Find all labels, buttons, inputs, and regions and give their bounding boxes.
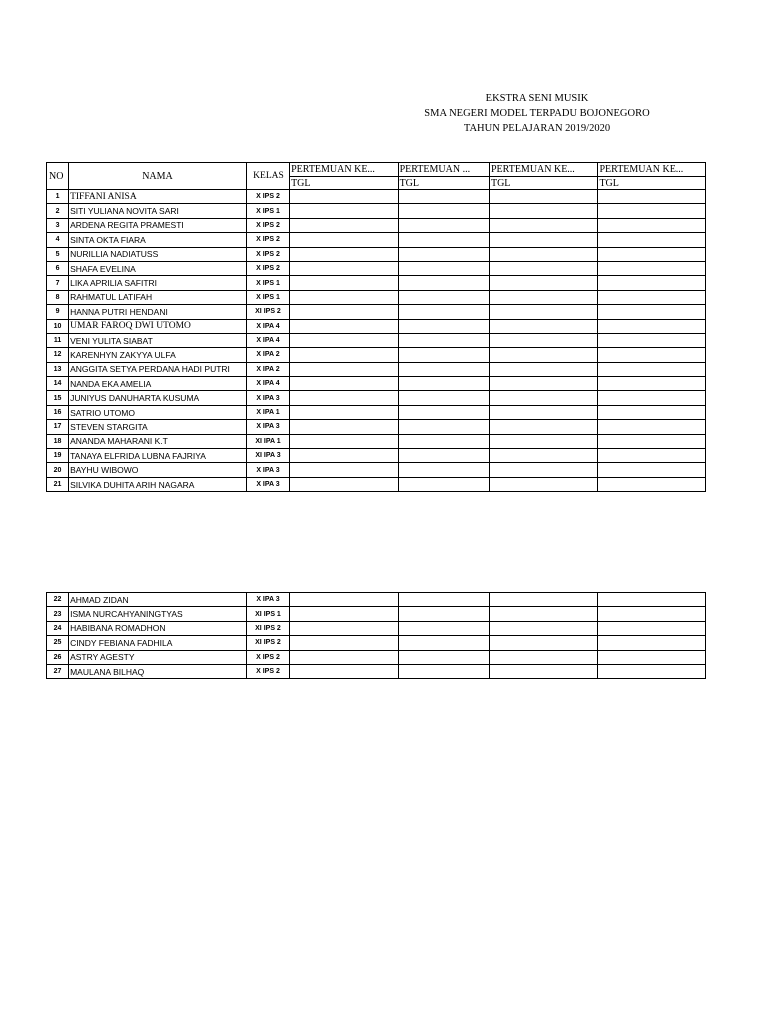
attendance-cell-2: [398, 449, 489, 463]
attendance-cell-2: [398, 233, 489, 247]
attendance-cell-1: [290, 190, 398, 204]
table-row: [47, 593, 706, 607]
attendance-cell-2: [398, 664, 489, 678]
table-row: [47, 449, 706, 463]
attendance-cell-4: [598, 276, 706, 290]
attendance-cell-2: [398, 405, 489, 419]
attendance-cell-1: [290, 664, 398, 678]
attendance-table-continued: [46, 592, 706, 679]
attendance-table-main: [46, 162, 706, 492]
attendance-cell-1: [290, 449, 398, 463]
row-number: 2: [47, 204, 69, 218]
student-class: X IPA 2: [246, 362, 289, 376]
attendance-cell-1: [290, 247, 398, 261]
school-name: SMA NEGERI MODEL TERPADU BOJONEGORO: [424, 108, 650, 119]
attendance-cell-2: [398, 204, 489, 218]
attendance-cell-2: [398, 391, 489, 405]
row-number: 1: [47, 190, 69, 204]
row-number: 20: [47, 463, 69, 477]
attendance-cell-4: [598, 607, 706, 621]
attendance-cell-4: [598, 362, 706, 376]
attendance-cell-3: [489, 261, 597, 275]
student-class: X IPS 1: [246, 290, 289, 304]
student-name: ANANDA MAHARANI K.T: [69, 434, 247, 448]
attendance-cell-4: [598, 333, 706, 347]
header-tgl-1: TGL: [290, 177, 398, 190]
attendance-cell-3: [489, 204, 597, 218]
table-row: [47, 333, 706, 347]
attendance-cell-2: [398, 319, 489, 333]
student-class: X IPS 2: [246, 247, 289, 261]
row-number: 11: [47, 333, 69, 347]
student-name: ISMA NURCAHYANINGTYAS: [69, 607, 247, 621]
table-row: [47, 405, 706, 419]
attendance-cell-4: [598, 650, 706, 664]
attendance-cell-3: [489, 377, 597, 391]
student-name: HANNA PUTRI HENDANI: [69, 305, 247, 319]
attendance-cell-1: [290, 319, 398, 333]
attendance-cell-1: [290, 607, 398, 621]
attendance-cell-3: [489, 621, 597, 635]
attendance-cell-4: [598, 218, 706, 232]
student-class: X IPS 2: [246, 233, 289, 247]
row-number: 4: [47, 233, 69, 247]
table-row: [47, 204, 706, 218]
student-class: XI IPS 2: [246, 621, 289, 635]
student-class: XI IPS 1: [246, 607, 289, 621]
attendance-cell-2: [398, 218, 489, 232]
attendance-cell-2: [398, 420, 489, 434]
table-row: [47, 247, 706, 261]
attendance-cell-1: [290, 204, 398, 218]
row-number: 14: [47, 377, 69, 391]
attendance-cell-1: [290, 434, 398, 448]
table-row: [47, 190, 706, 204]
attendance-cell-3: [489, 362, 597, 376]
attendance-cell-1: [290, 290, 398, 304]
attendance-cell-4: [598, 449, 706, 463]
attendance-cell-4: [598, 247, 706, 261]
attendance-cell-1: [290, 362, 398, 376]
row-number: 8: [47, 290, 69, 304]
student-name: NURILLIA NADIATUSS: [69, 247, 247, 261]
attendance-cell-1: [290, 391, 398, 405]
attendance-cell-2: [398, 305, 489, 319]
attendance-cell-3: [489, 477, 597, 491]
table-row: [47, 305, 706, 319]
attendance-cell-4: [598, 636, 706, 650]
attendance-cell-2: [398, 477, 489, 491]
attendance-rows-continued: [47, 593, 706, 679]
header-tgl-4: TGL: [598, 177, 706, 190]
attendance-cell-4: [598, 348, 706, 362]
student-name: SINTA OKTA FIARA: [69, 233, 247, 247]
student-name: JUNIYUS DANUHARTA KUSUMA: [69, 391, 247, 405]
student-class: X IPA 2: [246, 348, 289, 362]
table-row: [47, 434, 706, 448]
student-class: X IPA 3: [246, 463, 289, 477]
header-pertemuan-2: PERTEMUAN ...: [398, 163, 489, 177]
row-number: 7: [47, 276, 69, 290]
attendance-cell-2: [398, 362, 489, 376]
attendance-cell-4: [598, 204, 706, 218]
attendance-cell-4: [598, 405, 706, 419]
row-number: 16: [47, 405, 69, 419]
student-name: RAHMATUL LATIFAH: [69, 290, 247, 304]
attendance-cell-1: [290, 463, 398, 477]
attendance-cell-2: [398, 333, 489, 347]
student-class: X IPA 4: [246, 377, 289, 391]
table-row: [47, 362, 706, 376]
header-pertemuan-1: PERTEMUAN KE...: [290, 163, 398, 177]
attendance-cell-2: [398, 247, 489, 261]
attendance-cell-3: [489, 290, 597, 304]
header-kelas: KELAS: [246, 163, 289, 190]
student-name: SITI YULIANA NOVITA SARI: [69, 204, 247, 218]
attendance-cell-1: [290, 405, 398, 419]
student-name: SATRIO UTOMO: [69, 405, 247, 419]
student-class: X IPA 3: [246, 420, 289, 434]
row-number: 15: [47, 391, 69, 405]
student-name: LIKA APRILIA SAFITRI: [69, 276, 247, 290]
student-class: X IPA 4: [246, 333, 289, 347]
student-class: X IPS 2: [246, 218, 289, 232]
attendance-cell-3: [489, 348, 597, 362]
row-number: 6: [47, 261, 69, 275]
attendance-cell-4: [598, 664, 706, 678]
attendance-cell-2: [398, 434, 489, 448]
attendance-cell-2: [398, 190, 489, 204]
table-row: [47, 463, 706, 477]
student-name: STEVEN STARGITA: [69, 420, 247, 434]
student-name: ANGGITA SETYA PERDANA HADI PUTRI: [69, 362, 247, 376]
attendance-cell-1: [290, 621, 398, 635]
attendance-cell-2: [398, 377, 489, 391]
document-title-block: [400, 91, 674, 136]
header-tgl-2: TGL: [398, 177, 489, 190]
table-row: [47, 319, 706, 333]
attendance-cell-3: [489, 276, 597, 290]
row-number: 17: [47, 420, 69, 434]
student-name: ARDENA REGITA PRAMESTI: [69, 218, 247, 232]
attendance-cell-1: [290, 477, 398, 491]
attendance-cell-4: [598, 463, 706, 477]
attendance-cell-3: [489, 463, 597, 477]
attendance-cell-4: [598, 377, 706, 391]
attendance-cell-3: [489, 434, 597, 448]
attendance-rows-main: [47, 190, 706, 492]
attendance-cell-3: [489, 405, 597, 419]
student-class: X IPA 3: [246, 477, 289, 491]
attendance-cell-2: [398, 636, 489, 650]
table-row: [47, 290, 706, 304]
header-no: NO: [47, 163, 69, 190]
attendance-cell-4: [598, 477, 706, 491]
header-nama: NAMA: [69, 163, 247, 190]
student-class: XI IPA 3: [246, 449, 289, 463]
row-number: 10: [47, 319, 69, 333]
attendance-cell-3: [489, 190, 597, 204]
student-name: NANDA EKA AMELIA: [69, 377, 247, 391]
row-number: 18: [47, 434, 69, 448]
attendance-cell-2: [398, 650, 489, 664]
student-class: X IPA 4: [246, 319, 289, 333]
attendance-cell-4: [598, 593, 706, 607]
row-number: 21: [47, 477, 69, 491]
student-name: TIFFANI ANISA: [69, 190, 247, 204]
row-number: 27: [47, 664, 69, 678]
student-name: SILVIKA DUHITA ARIH NAGARA: [69, 477, 247, 491]
attendance-cell-2: [398, 261, 489, 275]
attendance-cell-4: [598, 391, 706, 405]
header-tgl-3: TGL: [489, 177, 597, 190]
student-name: VENI YULITA SIABAT: [69, 333, 247, 347]
attendance-cell-1: [290, 218, 398, 232]
attendance-cell-2: [398, 593, 489, 607]
table-row: [47, 420, 706, 434]
attendance-cell-1: [290, 420, 398, 434]
table-row: [47, 276, 706, 290]
row-number: 24: [47, 621, 69, 635]
table-row: [47, 391, 706, 405]
row-number: 23: [47, 607, 69, 621]
attendance-cell-2: [398, 276, 489, 290]
table-row: [47, 218, 706, 232]
row-number: 25: [47, 636, 69, 650]
attendance-cell-4: [598, 190, 706, 204]
attendance-cell-3: [489, 233, 597, 247]
attendance-cell-3: [489, 218, 597, 232]
table-row: [47, 621, 706, 635]
attendance-cell-1: [290, 593, 398, 607]
row-number: 3: [47, 218, 69, 232]
attendance-cell-2: [398, 621, 489, 635]
attendance-cell-1: [290, 636, 398, 650]
student-name: TANAYA ELFRIDA LUBNA FAJRIYA: [69, 449, 247, 463]
attendance-cell-1: [290, 333, 398, 347]
attendance-cell-3: [489, 247, 597, 261]
attendance-cell-3: [489, 664, 597, 678]
attendance-cell-4: [598, 290, 706, 304]
table-row: [47, 636, 706, 650]
attendance-cell-1: [290, 233, 398, 247]
attendance-cell-4: [598, 434, 706, 448]
table-row: [47, 348, 706, 362]
attendance-cell-3: [489, 305, 597, 319]
attendance-cell-3: [489, 636, 597, 650]
student-name: KARENHYN ZAKYYA ULFA: [69, 348, 247, 362]
attendance-cell-2: [398, 348, 489, 362]
attendance-cell-2: [398, 607, 489, 621]
student-class: X IPA 3: [246, 593, 289, 607]
attendance-cell-1: [290, 348, 398, 362]
student-class: X IPS 1: [246, 204, 289, 218]
row-number: 5: [47, 247, 69, 261]
table-row: [47, 233, 706, 247]
student-class: X IPS 2: [246, 664, 289, 678]
row-number: 12: [47, 348, 69, 362]
student-class: X IPS 1: [246, 276, 289, 290]
attendance-cell-3: [489, 650, 597, 664]
student-class: X IPS 2: [246, 650, 289, 664]
student-name: MAULANA BILHAQ: [69, 664, 247, 678]
academic-year: TAHUN PELAJARAN 2019/2020: [463, 123, 611, 134]
attendance-cell-2: [398, 290, 489, 304]
attendance-cell-1: [290, 377, 398, 391]
table-row: [47, 477, 706, 491]
attendance-cell-3: [489, 607, 597, 621]
student-class: X IPS 2: [246, 190, 289, 204]
attendance-cell-3: [489, 593, 597, 607]
attendance-cell-3: [489, 420, 597, 434]
row-number: 9: [47, 305, 69, 319]
attendance-cell-4: [598, 233, 706, 247]
attendance-cell-4: [598, 261, 706, 275]
student-name: BAYHU WIBOWO: [69, 463, 247, 477]
student-class: XI IPS 2: [246, 636, 289, 650]
table-row: [47, 261, 706, 275]
attendance-cell-1: [290, 261, 398, 275]
student-class: X IPA 3: [246, 391, 289, 405]
row-number: 19: [47, 449, 69, 463]
student-name: UMAR FAROQ DWI UTOMO: [69, 319, 247, 333]
attendance-cell-4: [598, 420, 706, 434]
student-name: HABIBANA ROMADHON: [69, 621, 247, 635]
attendance-cell-3: [489, 333, 597, 347]
document-title: EKSTRA SENI MUSIK: [485, 93, 589, 104]
table-row: [47, 650, 706, 664]
student-class: X IPS 2: [246, 261, 289, 275]
row-number: 26: [47, 650, 69, 664]
student-class: X IPA 1: [246, 405, 289, 419]
row-number: 13: [47, 362, 69, 376]
student-name: CINDY FEBIANA FADHILA: [69, 636, 247, 650]
attendance-cell-4: [598, 305, 706, 319]
table-row: [47, 664, 706, 678]
row-number: 22: [47, 593, 69, 607]
attendance-cell-2: [398, 463, 489, 477]
attendance-cell-1: [290, 305, 398, 319]
table-row: [47, 607, 706, 621]
student-class: XI IPA 1: [246, 434, 289, 448]
table-row: [47, 377, 706, 391]
header-pertemuan-4: PERTEMUAN KE...: [598, 163, 706, 177]
attendance-cell-3: [489, 319, 597, 333]
attendance-cell-3: [489, 449, 597, 463]
header-pertemuan-3: PERTEMUAN KE...: [489, 163, 597, 177]
student-name: ASTRY AGESTY: [69, 650, 247, 664]
attendance-cell-3: [489, 391, 597, 405]
student-class: XI IPS 2: [246, 305, 289, 319]
attendance-cell-4: [598, 319, 706, 333]
student-name: AHMAD ZIDAN: [69, 593, 247, 607]
attendance-cell-4: [598, 621, 706, 635]
student-name: SHAFA EVELINA: [69, 261, 247, 275]
attendance-cell-1: [290, 276, 398, 290]
attendance-cell-1: [290, 650, 398, 664]
